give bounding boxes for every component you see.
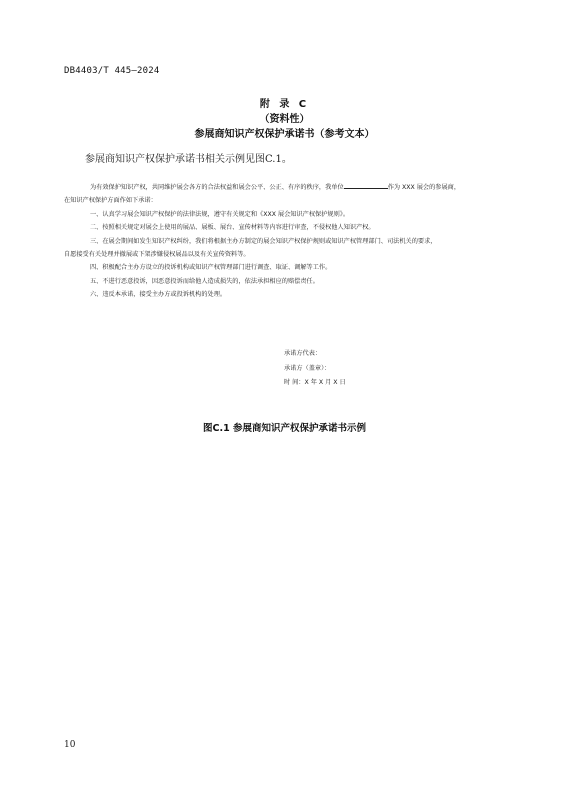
intro-paragraph: 参展商知识产权保护承诺书相关示例见图C.1。 bbox=[85, 154, 292, 165]
annex-title: 附 录 C bbox=[259, 99, 310, 110]
party-seal-line: 承诺方（盖章）： bbox=[284, 364, 331, 372]
signature-block bbox=[284, 347, 346, 391]
annex-name: 参展商知识产权保护承诺书（参考文本） bbox=[194, 129, 375, 140]
commitment-item-1: 一、认真学习展会知识产权保护的法律法规，遵守有关规定和《XXX 展会知识产权保护规则》。 bbox=[90, 210, 350, 218]
commitment-item-5: 五、不进行恶意投诉，因恶意投诉而给他人造成损失的，依法承担相应的赔偿责任。 bbox=[90, 277, 319, 285]
letter-p1-start: 为有效保护知识产权，共同维护展会各方的合法权益和展会公平、公正、有序的秩序，我单位 bbox=[90, 184, 344, 191]
commitment-item-3-cont: 自愿接受有关处理并撤展或下架涉嫌侵权展品以及有关宣传资料等。 bbox=[64, 251, 250, 259]
commitment-item-3: 三、在展会期间如发生知识产权纠纷，我们将根据主办方制定的展会知识产权保护规则或知识产权管理部门、司法机关的要求， bbox=[90, 237, 437, 245]
commitment-item-2: 二、按照相关规定对展会上使用的展品、展板、展台、宣传材料等内容进行审查，不侵权他人知识产权。 bbox=[90, 224, 375, 232]
commitment-item-6: 六、违反本承诺，接受主办方或投诉机构的处理。 bbox=[90, 291, 227, 299]
date-line: 时 间：X 年 X 月 X 日 bbox=[284, 379, 346, 386]
letter-paragraph-1-cont: 在知识产权保护方面作如下承诺： bbox=[64, 197, 157, 205]
standard-code: DB4403/T 445—2024 bbox=[64, 66, 160, 76]
page-number: 10 bbox=[64, 740, 76, 750]
figure-caption: 图C.1 参展商知识产权保护承诺书示例 bbox=[203, 423, 366, 434]
annex-nature: （资料性） bbox=[259, 114, 310, 125]
letter-p1-end: 作为 XXX 展会的参展商， bbox=[387, 184, 461, 191]
unit-name-blank bbox=[344, 182, 388, 189]
letter-paragraph-1 bbox=[64, 181, 509, 194]
representative-line: 承诺方代表： bbox=[284, 350, 322, 357]
commitment-letter bbox=[64, 181, 509, 302]
commitment-item-4: 四、积极配合主办方设立的投诉机构或知识产权管理部门进行调查、取证、调解等工作。 bbox=[90, 264, 332, 272]
